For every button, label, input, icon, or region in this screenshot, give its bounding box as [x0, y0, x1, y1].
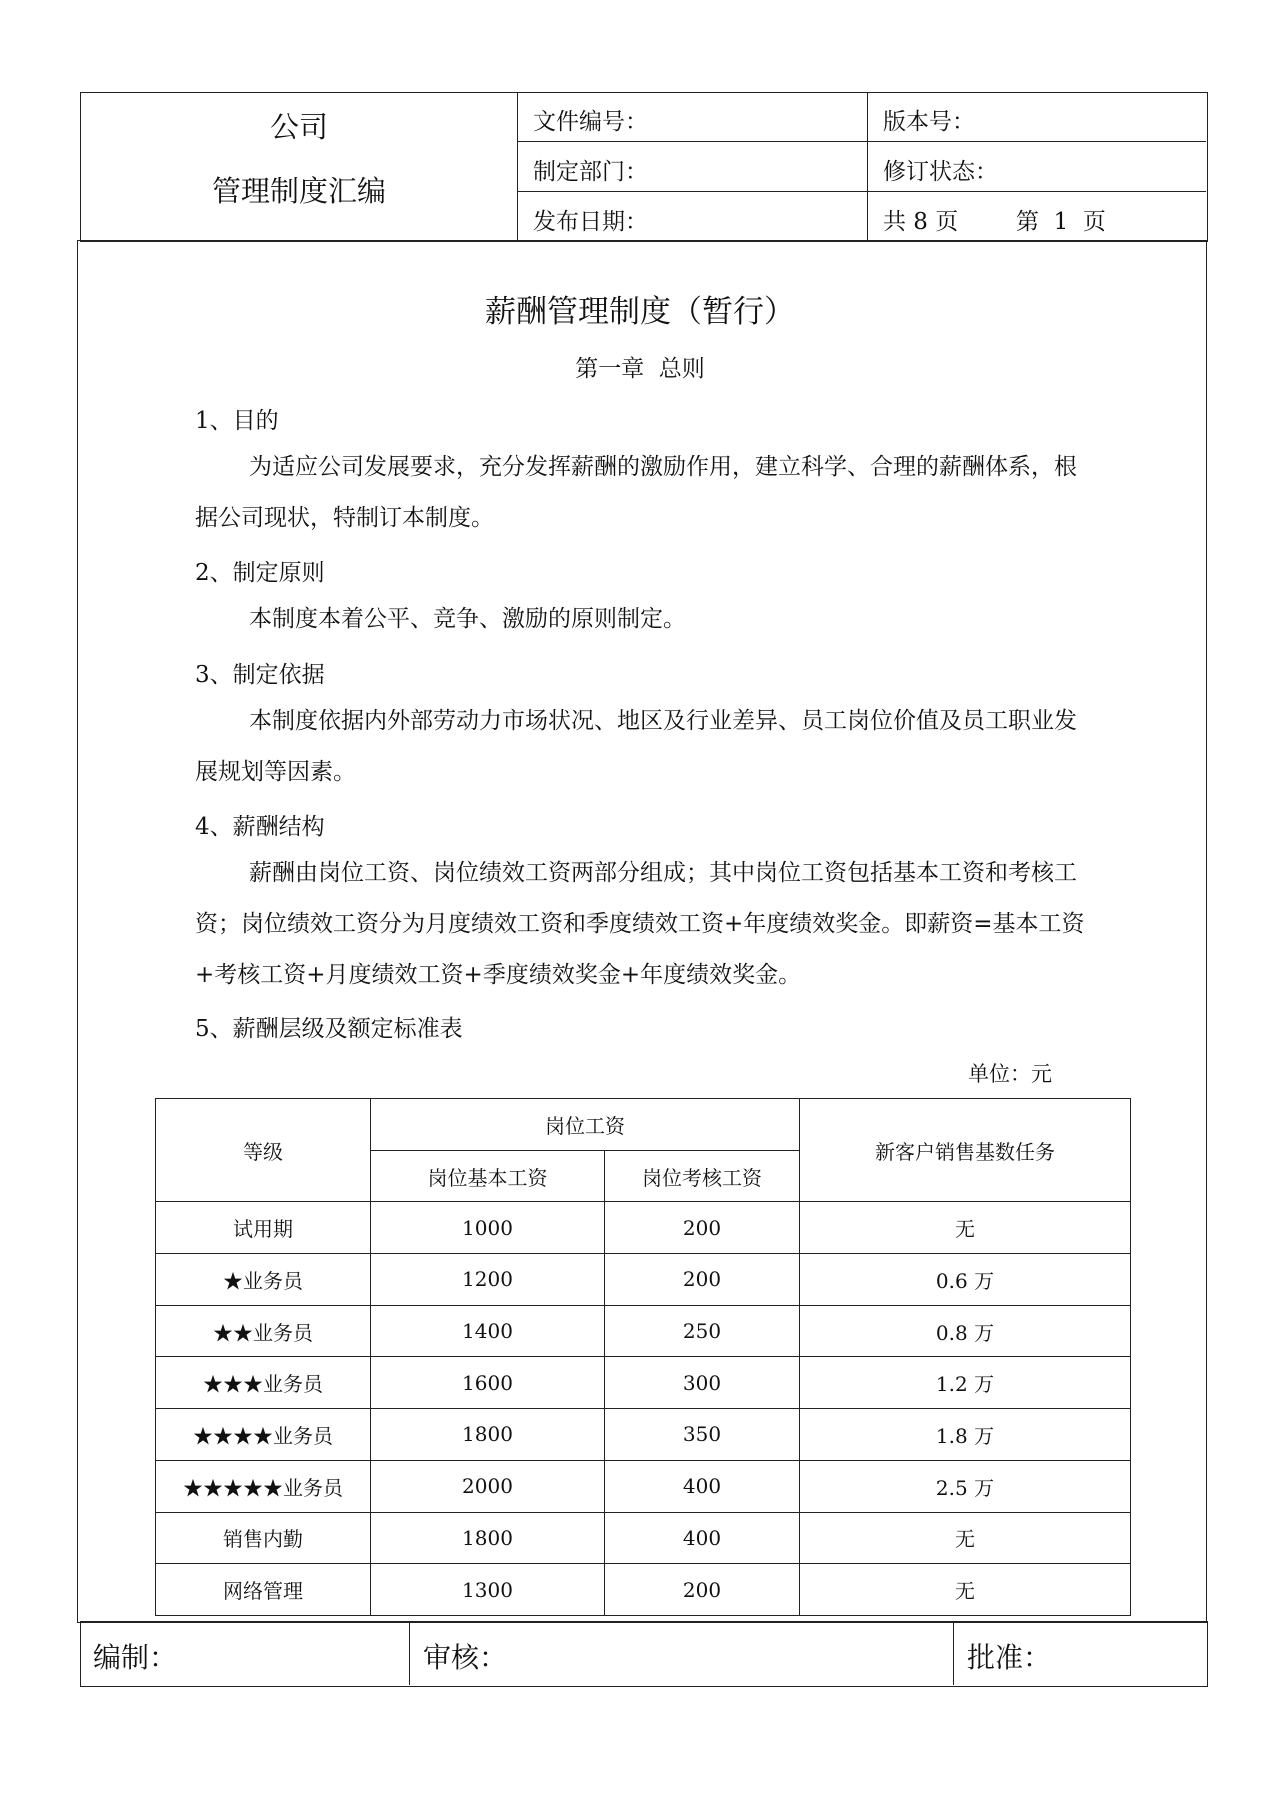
header-sales-target: 新客户销售基数任务 [800, 1099, 1131, 1202]
section-heading: 1、目的 [195, 408, 279, 434]
cell-target: 无 [800, 1202, 1131, 1254]
cell-assess: 350 [605, 1409, 800, 1461]
cell-target: 2.5 万 [800, 1460, 1131, 1512]
cell-target: 无 [800, 1512, 1131, 1564]
cell-grade: ★★★业务员 [156, 1357, 371, 1409]
cell-base: 1200 [371, 1254, 605, 1306]
file-number-label: 文件编号： [533, 109, 648, 135]
cell-assess: 400 [605, 1512, 800, 1564]
cell-target: 1.2 万 [800, 1357, 1131, 1409]
header-base-wage: 岗位基本工资 [371, 1150, 605, 1202]
table-row [156, 1409, 1131, 1461]
cell-base: 1300 [371, 1564, 605, 1616]
header-grade: 等级 [156, 1099, 371, 1202]
reviewed-by-label: 审核： [423, 1641, 508, 1674]
cell-grade: ★★业务员 [156, 1305, 371, 1357]
section-body: 薪酬由岗位工资、岗位绩效工资两部分组成；其中岗位工资包括基本工资和考核工资；岗位绩效工资分为月度绩效工资和季度绩效工资+年度绩效奖金。即薪资=基本工资+考核工资+月度绩效工资+季度绩效奖金+年度绩效奖金。 [195, 860, 1085, 988]
section-heading: 5、薪酬层级及额定标准表 [195, 1016, 463, 1042]
current-page: 第 1 页 [1016, 209, 1106, 235]
document-title: 薪酬管理制度（暂行） [485, 294, 795, 330]
header-assessment-wage: 岗位考核工资 [605, 1150, 800, 1202]
cell-grade: ★★★★★业务员 [156, 1460, 371, 1512]
table-row [156, 1357, 1131, 1409]
table-row [156, 1254, 1131, 1306]
cell-base: 1000 [371, 1202, 605, 1254]
cell-target: 0.8 万 [800, 1305, 1131, 1357]
cell-assess: 250 [605, 1305, 800, 1357]
cell-target: 0.6 万 [800, 1254, 1131, 1306]
cell-assess: 400 [605, 1460, 800, 1512]
unit-label: 单位：元 [968, 1062, 1052, 1086]
table-row [156, 1202, 1131, 1254]
prepared-by-label: 编制： [93, 1641, 178, 1674]
section-body: 为适应公司发展要求，充分发挥薪酬的激励作用，建立科学、合理的薪酬体系，根据公司现状，特制订本制度。 [195, 454, 1077, 531]
cell-grade: 销售内勤 [156, 1512, 371, 1564]
total-pages: 共 8 页 [883, 209, 959, 235]
cell-grade: 试用期 [156, 1202, 371, 1254]
collection-title: 管理制度汇编 [211, 174, 386, 208]
cell-base: 1800 [371, 1409, 605, 1461]
cell-assess: 200 [605, 1254, 800, 1306]
cell-base: 1800 [371, 1512, 605, 1564]
cell-grade: 网络管理 [156, 1564, 371, 1616]
cell-base: 1600 [371, 1357, 605, 1409]
issue-date-label: 发布日期： [533, 209, 648, 235]
table-row [156, 1564, 1131, 1616]
approved-by-label: 批准： [967, 1641, 1052, 1674]
cell-target: 无 [800, 1564, 1131, 1616]
header-position-wage: 岗位工资 [371, 1099, 800, 1151]
document-header [80, 92, 1208, 242]
section-body: 本制度依据内外部劳动力市场状况、地区及行业差异、员工岗位价值及员工职业发展规划等因素。 [195, 708, 1077, 785]
table-row [156, 1305, 1131, 1357]
section-heading: 2、制定原则 [195, 560, 325, 586]
chapter-heading: 第一章 总则 [575, 356, 705, 382]
cell-assess: 200 [605, 1564, 800, 1616]
table-row [156, 1460, 1131, 1512]
cell-target: 1.8 万 [800, 1409, 1131, 1461]
cell-assess: 200 [605, 1202, 800, 1254]
cell-grade: ★★★★业务员 [156, 1409, 371, 1461]
section-heading: 3、制定依据 [195, 662, 325, 688]
section-body: 本制度本着公平、竞争、激励的原则制定。 [249, 606, 686, 632]
cell-base: 1400 [371, 1305, 605, 1357]
revision-label: 修订状态： [883, 159, 998, 185]
version-label: 版本号： [883, 109, 975, 135]
cell-assess: 300 [605, 1357, 800, 1409]
company-name: 公司 [269, 110, 328, 144]
cell-grade: ★业务员 [156, 1254, 371, 1306]
cell-base: 2000 [371, 1460, 605, 1512]
section-heading: 4、薪酬结构 [195, 814, 325, 840]
salary-table [155, 1098, 1131, 1616]
department-label: 制定部门： [533, 159, 648, 185]
table-row [156, 1512, 1131, 1564]
signoff-footer [80, 1621, 1208, 1687]
